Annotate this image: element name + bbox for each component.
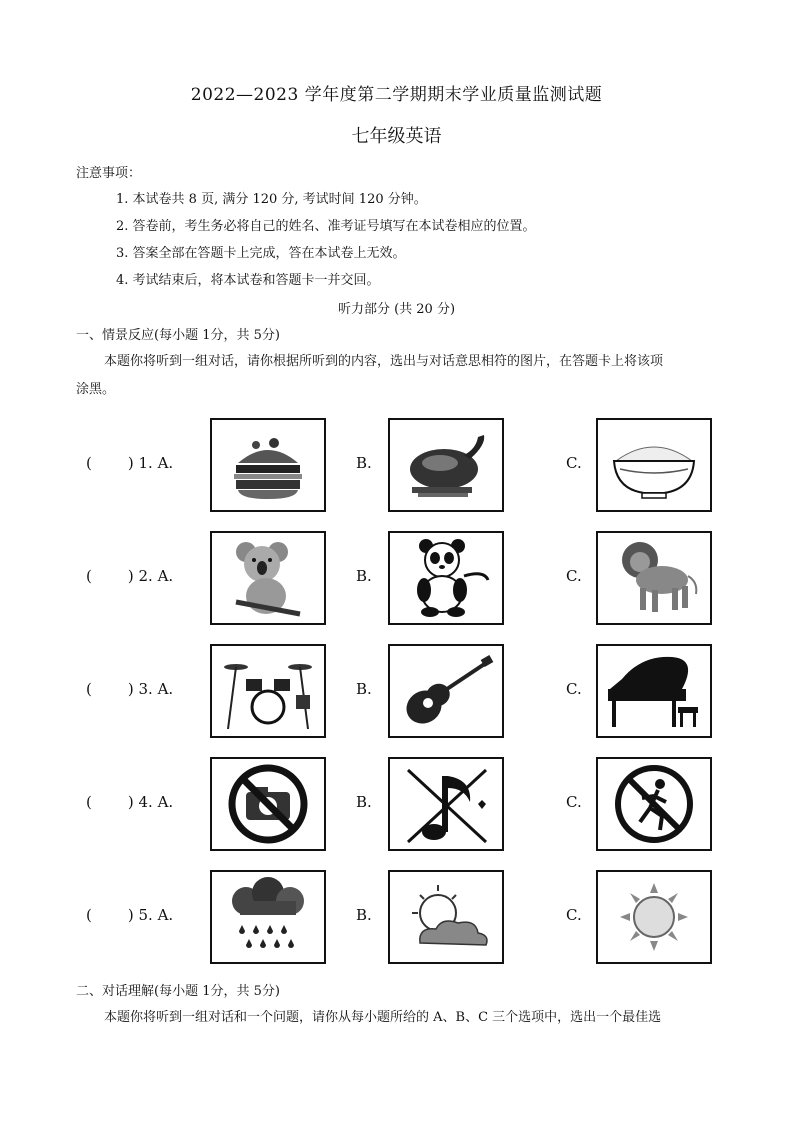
section2-instruction: 本题你将听到一组对话和一个问题，请你从每小题所给的 A、B、C 三个选项中，选出一个最佳选 [104,1010,662,1025]
guitar-icon [394,649,498,733]
option-c-picture[interactable] [596,644,712,738]
section2-title: 二、对话理解(每小题 1分，共 5分) [76,984,280,999]
question-row-4 [0,757,793,853]
exam-title: 2022—2023 学年度第二学期期末学业质量监测试题 [190,85,603,105]
question-number: ( ) 5. A. [86,906,174,924]
question-number: ( ) 3. A. [86,680,174,698]
option-a-picture[interactable] [210,531,326,625]
no-camera-icon [216,762,320,846]
question-number: ( ) 1. A. [86,454,174,472]
option-c-label: C. [566,793,582,811]
option-c-picture[interactable] [596,870,712,964]
question-row-1 [0,418,793,514]
no-running-icon [602,762,706,846]
option-c-picture[interactable] [596,418,712,512]
option-b-label: B. [356,680,372,698]
option-c-label: C. [566,567,582,585]
exam-subtitle: 七年级英语 [351,126,442,147]
piano-icon [602,649,706,733]
question-number: ( ) 2. A. [86,567,174,585]
question-row-5 [0,870,793,966]
notes-heading: 注意事项： [76,166,142,181]
rain-cloud-icon [216,875,320,959]
option-a-picture[interactable] [210,644,326,738]
section1-instruction-cont: 涂黑。 [76,382,116,397]
sun-icon [602,875,706,959]
panda-icon [394,536,498,620]
option-c-label: C. [566,906,582,924]
question-row-3 [0,644,793,740]
option-b-picture[interactable] [388,644,504,738]
drum-kit-icon [216,649,320,733]
option-b-picture[interactable] [388,418,504,512]
rice-bowl-icon [602,423,706,507]
partly-cloudy-icon [394,875,498,959]
option-b-picture[interactable] [388,531,504,625]
listening-heading: 听力部分 (共 20 分) [337,302,456,317]
option-c-label: C. [566,454,582,472]
option-b-label: B. [356,793,372,811]
question-row-2 [0,531,793,627]
option-b-picture[interactable] [388,757,504,851]
note-item: 2. 答卷前，考生务必将自己的姓名、准考证号填写在本试卷相应的位置。 [116,219,536,234]
hamburger-icon [216,423,320,507]
section1-title: 一、情景反应(每小题 1分，共 5分) [76,328,280,343]
no-music-icon [394,762,498,846]
koala-icon [216,536,320,620]
question-number: ( ) 4. A. [86,793,174,811]
option-b-label: B. [356,906,372,924]
section1-instruction: 本题你将听到一组对话，请你根据所听到的内容，选出与对话意思相符的图片，在答题卡上将该项 [104,354,664,369]
option-a-picture[interactable] [210,418,326,512]
option-c-picture[interactable] [596,757,712,851]
option-a-picture[interactable] [210,870,326,964]
option-a-picture[interactable] [210,757,326,851]
note-item: 3. 答案全部在答题卡上完成，答在本试卷上无效。 [116,246,406,261]
option-b-picture[interactable] [388,870,504,964]
option-b-label: B. [356,454,372,472]
option-b-label: B. [356,567,372,585]
note-item: 4. 考试结束后，将本试卷和答题卡一并交回。 [116,273,380,288]
option-c-label: C. [566,680,582,698]
note-item: 1. 本试卷共 8 页, 满分 120 分, 考试时间 120 分钟。 [116,192,427,207]
lion-icon [602,536,706,620]
option-c-picture[interactable] [596,531,712,625]
roast-chicken-icon [394,423,498,507]
